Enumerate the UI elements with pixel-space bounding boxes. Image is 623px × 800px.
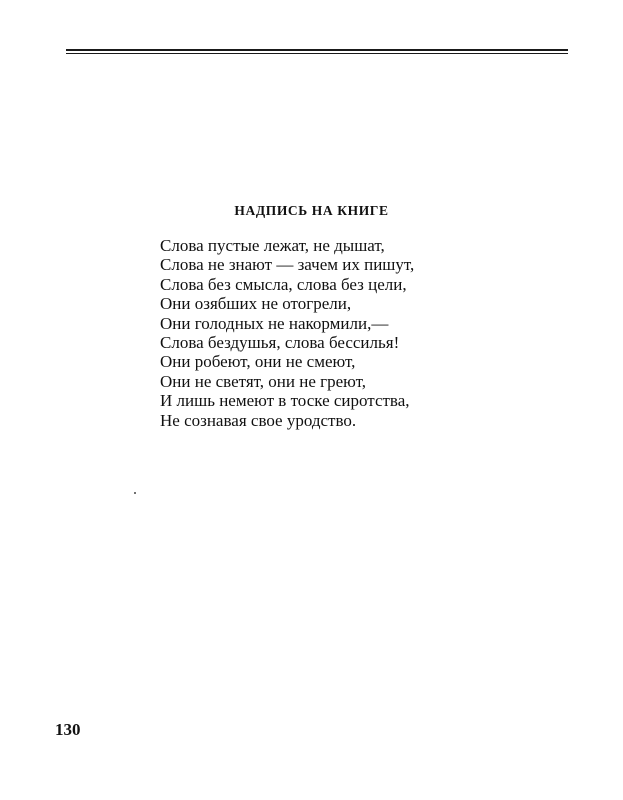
poem-line: Они голодных не накормили,— [160,313,389,333]
header-rule-bottom [66,53,568,54]
poem-line: Слова бездушья, слова бессилья! [160,333,400,353]
page-number: 130 [55,720,81,739]
poem-line: Не сознавая свое уродство. [160,410,357,430]
header-rule-top [66,49,568,51]
poem-line: Слова не знают — зачем их пишут, [160,255,415,275]
poem-line: Слова без смысла, слова без цели, [160,274,407,294]
poem-line: И лишь немеют в тоске сиротства, [160,391,410,411]
poem-line: Они озябших не отогрели, [160,294,352,314]
poem-line: Слова пустые лежат, не дышат, [160,236,385,255]
poem-line: Они не светят, они не греют, [160,371,367,391]
poem-title: НАДПИСЬ НА КНИГЕ [234,203,389,218]
print-speck [134,492,136,494]
poem-body [160,236,414,430]
poem-line: Они робеют, они не смеют, [160,352,356,372]
